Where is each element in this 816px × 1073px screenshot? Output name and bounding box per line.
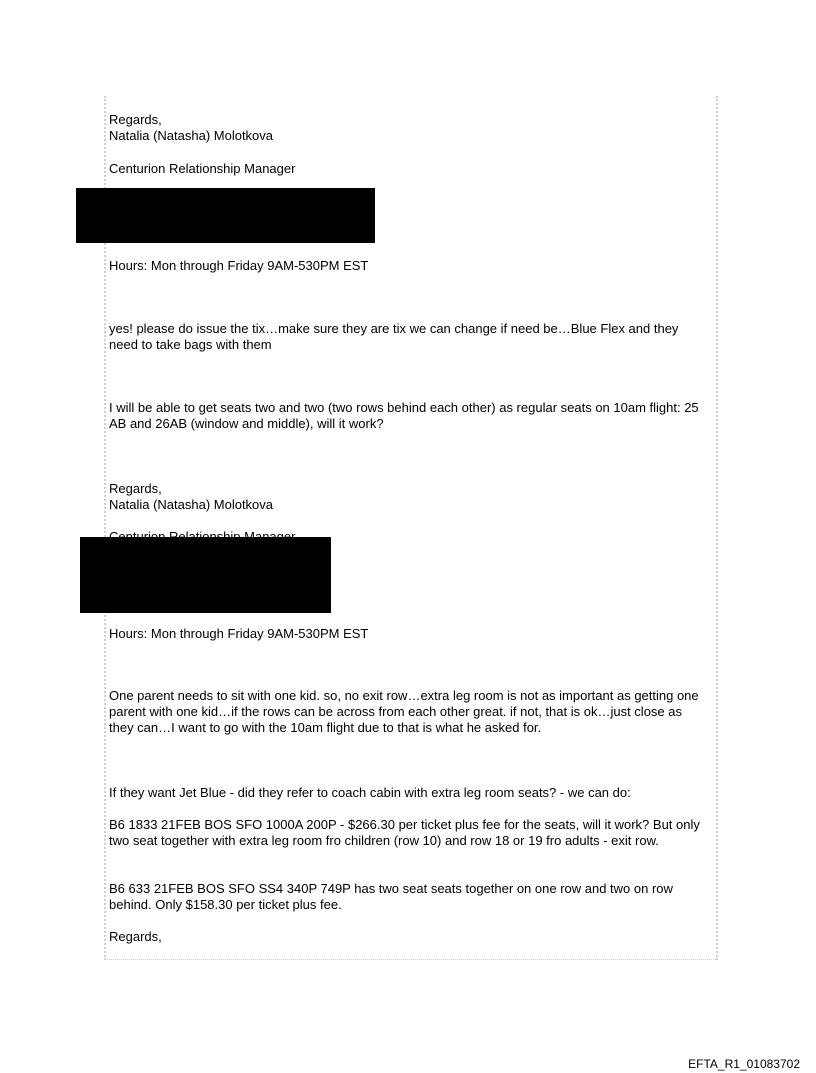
message-seat-offer: I will be able to get seats two and two (two rows behind each other) as regular seats on 10am flight: 25 AB and 26AB (window and middle), will it work?	[109, 400, 699, 431]
message-issue-tickets: yes! please do issue the tix…make sure they are tix we can change if need be…Blue Flex and they need to take bags with them	[109, 321, 679, 352]
sig2-name: Natalia (Natasha) Molotkova	[109, 497, 274, 512]
sig2-regards: Regards,	[109, 481, 162, 496]
sig1-name: Natalia (Natasha) Molotkova	[109, 128, 274, 143]
message-parent-seating: One parent needs to sit with one kid. so, no exit row…extra leg room is not as important as getting one parent with one kid…if the rows can be across from each other great. if not, that is ok…just close as they can…I want to go with the 10am flight due to that is what he asked for.	[109, 688, 699, 735]
sig1-title: Centurion Relationship Manager	[109, 161, 296, 176]
message-flight-option-1: B6 1833 21FEB BOS SFO 1000A 200P - $266.30 per ticket plus fee for the seats, will it work? But only two seat together with extra leg room fro children (row 10) and row 18 or 19 fro adults - exit row.	[109, 817, 700, 848]
redaction-block	[76, 188, 375, 243]
sig1-regards: Regards,	[109, 112, 162, 127]
message-jetblue-question: If they want Jet Blue - did they refer to coach cabin with extra leg room seats? - we can do:	[109, 785, 631, 800]
sig2-hours: Hours: Mon through Friday 9AM-530PM EST	[109, 626, 369, 641]
closing-regards: Regards,	[109, 929, 162, 944]
message-flight-option-2: B6 633 21FEB BOS SFO SS4 340P 749P has two seat seats together on one row and two on row behind. Only $158.30 per ticket plus fee.	[109, 881, 673, 912]
sig1-hours: Hours: Mon through Friday 9AM-530PM EST	[109, 258, 369, 273]
document-id: EFTA_R1_01083702	[688, 1057, 800, 1071]
redaction-block	[80, 537, 331, 613]
